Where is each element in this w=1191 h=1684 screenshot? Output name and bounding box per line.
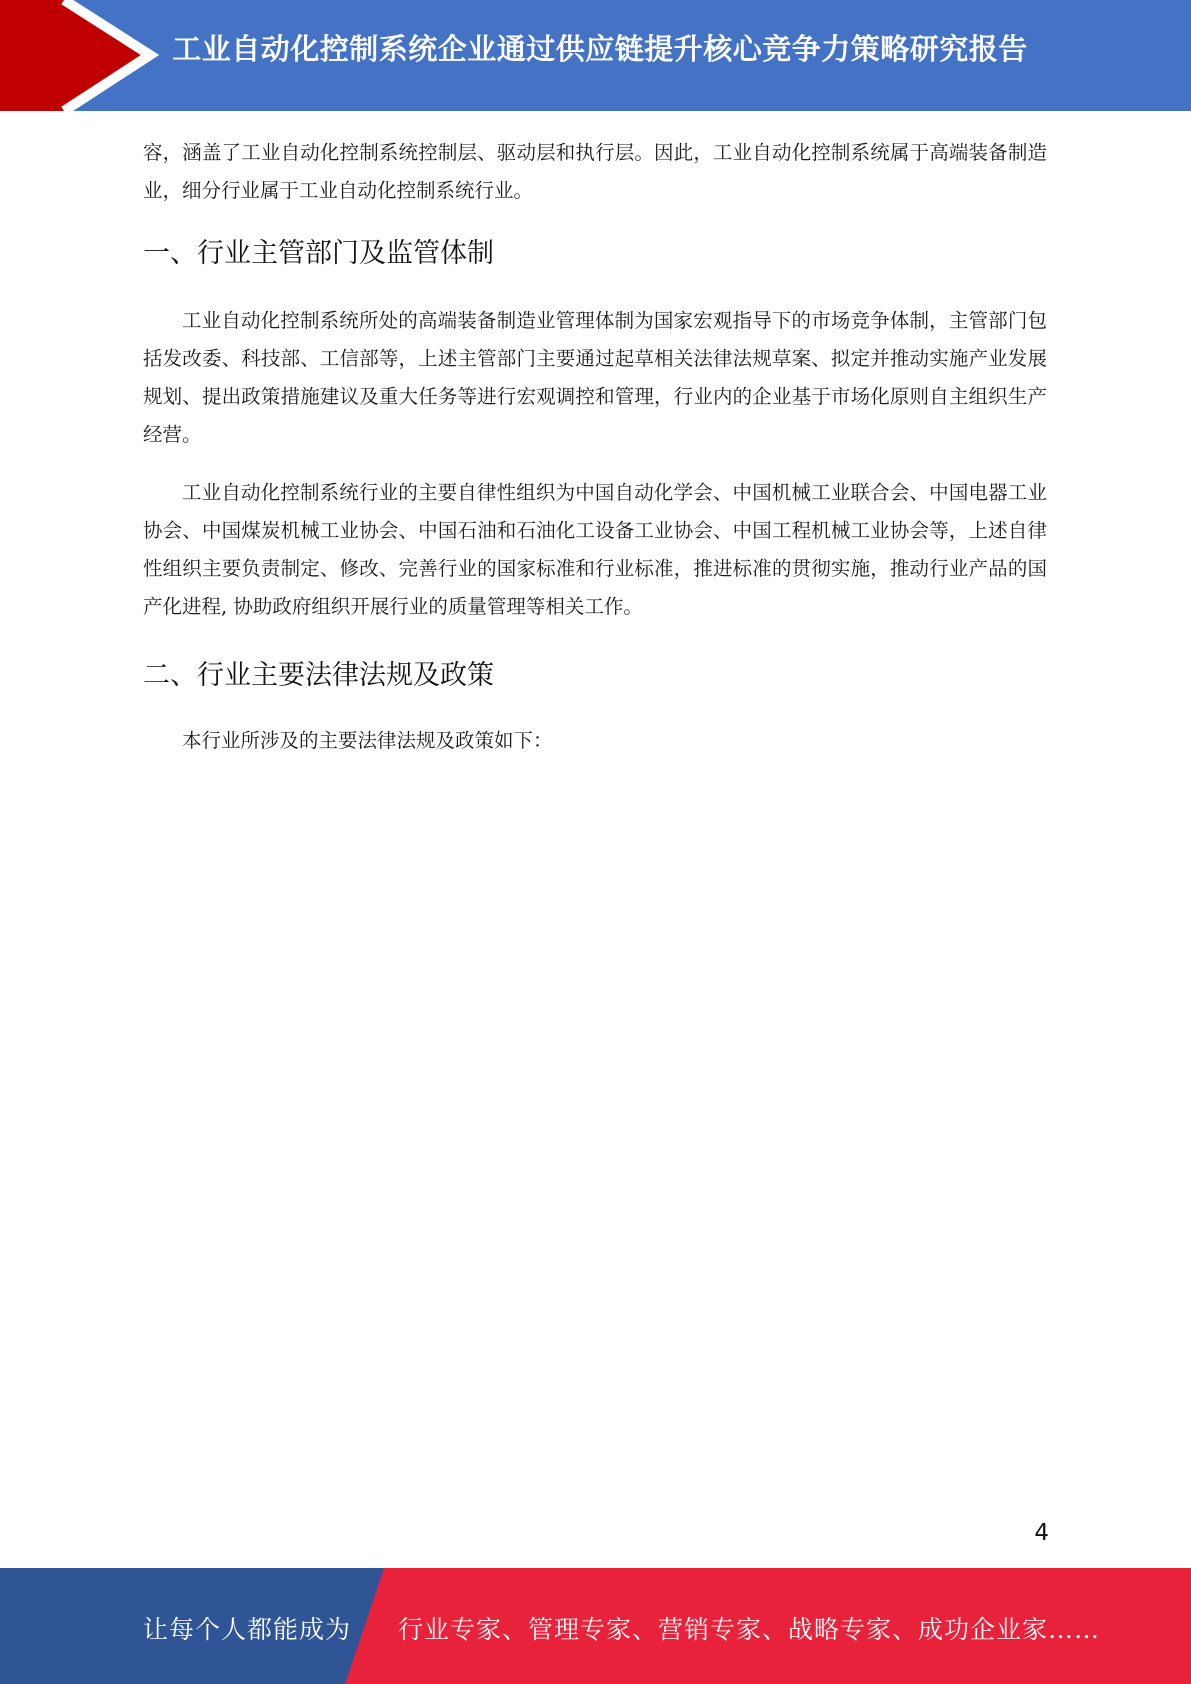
section-heading-regulatory: 一、行业主管部门及监管体制 — [143, 238, 494, 269]
paragraph-regulatory-authorities: 工业自动化控制系统所处的高端装备制造业管理体制为国家宏观指导下的市场竞争体制，主管部门包括发改委、科技部、工信部等，上述主管部门主要通过起草相关法律法规草案、拟定并推动实施产业发展规划、提出政策措施建议及重大任务等进行宏观调控和管理，行业内的企业基于市场化原则自主组织生产经营。 — [143, 309, 1047, 446]
header-red-chevron — [0, 0, 150, 111]
footer-banner — [0, 1568, 1191, 1684]
paragraph-laws-intro: 本行业所涉及的主要法律法规及政策如下： — [182, 729, 553, 752]
document-body — [143, 134, 1047, 760]
paragraph-self-regulatory-organizations: 工业自动化控制系统行业的主要自律性组织为中国自动化学会、中国机械工业联合会、中国电器工业协会、中国煤炭机械工业协会、中国石油和石油化工设备工业协会、中国工程机械工业协会等，上述自律性组织主要负责制定、修改、完善行业的国家标准和行业标准，推进标准的贯彻实施，推动行业产品的国产化进程, 协助政府组织开展行业的质量管理等相关工作。 — [143, 481, 1047, 618]
header-banner — [0, 0, 1191, 111]
page-number: 4 — [1034, 1520, 1049, 1546]
footer-slogan-right: 行业专家、管理专家、营销专家、战略专家、成功企业家…… — [398, 1615, 1101, 1644]
section-heading-laws-policies: 二、行业主要法律法规及政策 — [143, 660, 494, 691]
footer-slogan-left: 让每个人都能成为 — [143, 1615, 352, 1644]
report-title: 工业自动化控制系统企业通过供应链提升核心竞争力策略研究报告 — [172, 32, 1028, 66]
continuation-paragraph: 容，涵盖了工业自动化控制系统控制层、驱动层和执行层。因此，工业自动化控制系统属于高端装备制造业，细分行业属于工业自动化控制系统行业。 — [143, 141, 1047, 202]
